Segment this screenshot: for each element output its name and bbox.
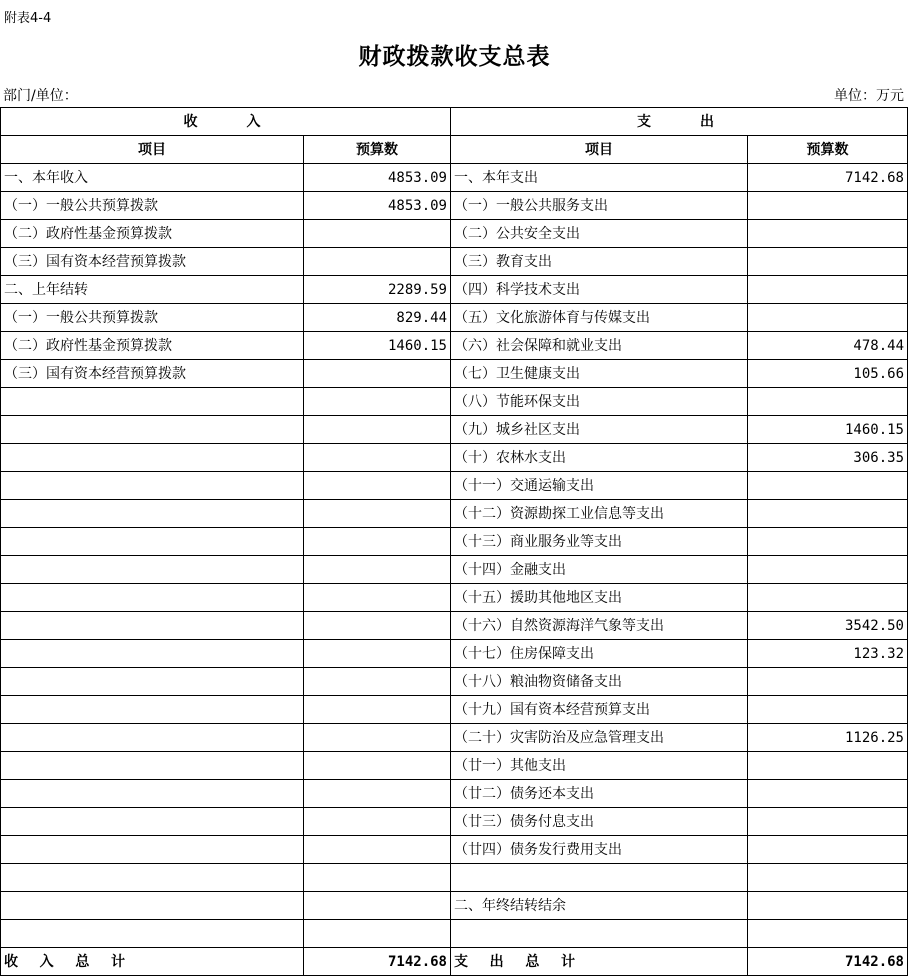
income-value-cell [304,808,451,836]
expense-item-cell: （十八）粮油物资储备支出 [451,668,748,696]
expense-item-cell: （五）文化旅游体育与传媒支出 [451,304,748,332]
income-value-cell [304,444,451,472]
expense-item-cell: （十七）住房保障支出 [451,640,748,668]
table-row [1,612,908,640]
income-item-cell: 二、上年结转 [1,276,304,304]
table-row [1,192,908,220]
expense-value-cell [748,472,908,500]
expense-item-cell [451,864,748,892]
income-value-cell [304,360,451,388]
income-item-cell [1,696,304,724]
table-row [1,836,908,864]
table-row [1,780,908,808]
expense-item-cell: （四）科学技术支出 [451,276,748,304]
income-value-cell [304,724,451,752]
expense-value-cell: 306.35 [748,444,908,472]
table-row [1,416,908,444]
budget-table [0,107,908,976]
expense-item-cell: （十六）自然资源海洋气象等支出 [451,612,748,640]
expense-item-cell: （十九）国有资本经营预算支出 [451,696,748,724]
income-item-cell [1,500,304,528]
income-value-cell [304,864,451,892]
column-header-row [1,136,908,164]
income-item-cell [1,640,304,668]
expense-value-cell: 7142.68 [748,164,908,192]
income-value-cell [304,528,451,556]
income-value-cell [304,836,451,864]
expense-item-cell: （十三）商业服务业等支出 [451,528,748,556]
income-value-cell [304,584,451,612]
income-item-cell [1,416,304,444]
expense-item-cell: （一）一般公共服务支出 [451,192,748,220]
income-item-cell [1,920,304,948]
table-row [1,220,908,248]
table-row [1,388,908,416]
income-value-cell [304,668,451,696]
expense-value-cell [748,864,908,892]
income-total-label: 收 入 总 计 [1,948,304,976]
table-row [1,472,908,500]
income-value-cell [304,472,451,500]
income-value-cell [304,500,451,528]
table-row [1,808,908,836]
total-row [1,948,908,976]
income-item-cell [1,472,304,500]
income-value-cell [304,248,451,276]
income-item-header: 项目 [1,136,304,164]
table-row [1,864,908,892]
expense-value-cell: 478.44 [748,332,908,360]
expense-item-cell: （二）公共安全支出 [451,220,748,248]
expense-header: 支 出 [451,108,908,136]
department-label: 部门/单位： [3,88,78,104]
expense-value-cell [748,892,908,920]
expense-value-cell [748,920,908,948]
expense-item-cell: （廿三）债务付息支出 [451,808,748,836]
expense-value-cell [748,276,908,304]
expense-item-cell: 二、年终结转结余 [451,892,748,920]
unit-label: 单位：万元 [834,88,904,104]
table-row [1,248,908,276]
income-item-cell [1,528,304,556]
income-value-cell: 4853.09 [304,192,451,220]
expense-value-cell [748,696,908,724]
income-item-cell [1,864,304,892]
income-value-cell: 4853.09 [304,164,451,192]
income-item-cell [1,556,304,584]
table-row [1,556,908,584]
attachment-label: 附表4-4 [4,11,52,26]
income-value-cell [304,388,451,416]
income-item-cell: （一）一般公共预算拨款 [1,304,304,332]
table-row [1,164,908,192]
expense-value-cell: 1460.15 [748,416,908,444]
expense-item-cell [451,920,748,948]
budget-table-body [1,108,908,976]
income-value-cell [304,892,451,920]
income-item-cell: （二）政府性基金预算拨款 [1,332,304,360]
expense-item-cell: （十二）资源勘探工业信息等支出 [451,500,748,528]
expense-value-cell [748,808,908,836]
income-value-cell [304,220,451,248]
expense-value-cell [748,584,908,612]
expense-item-cell: （十四）金融支出 [451,556,748,584]
expense-item-cell: （十五）援助其他地区支出 [451,584,748,612]
expense-item-cell: （二十）灾害防治及应急管理支出 [451,724,748,752]
expense-value-cell: 105.66 [748,360,908,388]
page-title: 财政拨款收支总表 [358,44,551,70]
table-row [1,360,908,388]
income-item-cell [1,836,304,864]
expense-value-cell: 3542.50 [748,612,908,640]
table-row [1,920,908,948]
expense-item-cell: （十一）交通运输支出 [451,472,748,500]
expense-item-cell: （八）节能环保支出 [451,388,748,416]
table-row [1,696,908,724]
table-row [1,500,908,528]
expense-item-cell: （廿二）债务还本支出 [451,780,748,808]
expense-total-value: 7142.68 [748,948,908,976]
expense-value-cell: 1126.25 [748,724,908,752]
income-value-cell [304,640,451,668]
expense-value-cell [748,304,908,332]
expense-item-cell: （十）农林水支出 [451,444,748,472]
section-header-row [1,108,908,136]
expense-budget-header: 预算数 [748,136,908,164]
income-value-cell [304,780,451,808]
table-row [1,892,908,920]
expense-value-cell [748,500,908,528]
expense-value-cell [748,556,908,584]
expense-value-cell [748,220,908,248]
income-value-cell [304,752,451,780]
expense-item-cell: （九）城乡社区支出 [451,416,748,444]
expense-value-cell [748,528,908,556]
expense-value-cell [748,752,908,780]
income-value-cell [304,612,451,640]
expense-item-cell: （廿四）债务发行费用支出 [451,836,748,864]
expense-item-cell: 一、本年支出 [451,164,748,192]
expense-value-cell: 123.32 [748,640,908,668]
expense-total-label: 支 出 总 计 [451,948,748,976]
income-value-cell: 2289.59 [304,276,451,304]
table-row [1,640,908,668]
income-value-cell [304,696,451,724]
expense-item-cell: （六）社会保障和就业支出 [451,332,748,360]
income-value-cell [304,920,451,948]
income-item-cell: （三）国有资本经营预算拨款 [1,248,304,276]
expense-value-cell [748,668,908,696]
income-item-cell [1,388,304,416]
table-row [1,752,908,780]
expense-value-cell [748,836,908,864]
table-row [1,332,908,360]
income-item-cell [1,444,304,472]
table-row [1,584,908,612]
expense-item-cell: （七）卫生健康支出 [451,360,748,388]
expense-value-cell [748,248,908,276]
income-item-cell [1,808,304,836]
income-item-cell [1,584,304,612]
income-value-cell: 1460.15 [304,332,451,360]
income-value-cell: 829.44 [304,304,451,332]
income-item-cell: （三）国有资本经营预算拨款 [1,360,304,388]
expense-value-cell [748,388,908,416]
expense-item-header: 项目 [451,136,748,164]
income-header: 收 入 [1,108,451,136]
expense-item-cell: （廿一）其他支出 [451,752,748,780]
income-item-cell [1,612,304,640]
table-row [1,668,908,696]
income-item-cell [1,780,304,808]
income-item-cell [1,724,304,752]
table-row [1,444,908,472]
table-row [1,276,908,304]
income-value-cell [304,556,451,584]
income-item-cell: （一）一般公共预算拨款 [1,192,304,220]
income-item-cell: 一、本年收入 [1,164,304,192]
income-total-value: 7142.68 [304,948,451,976]
income-item-cell [1,752,304,780]
expense-value-cell [748,780,908,808]
income-item-cell [1,892,304,920]
income-budget-header: 预算数 [304,136,451,164]
income-item-cell [1,668,304,696]
expense-item-cell: （三）教育支出 [451,248,748,276]
income-value-cell [304,416,451,444]
table-row [1,724,908,752]
table-row [1,528,908,556]
expense-value-cell [748,192,908,220]
table-row [1,304,908,332]
income-item-cell: （二）政府性基金预算拨款 [1,220,304,248]
